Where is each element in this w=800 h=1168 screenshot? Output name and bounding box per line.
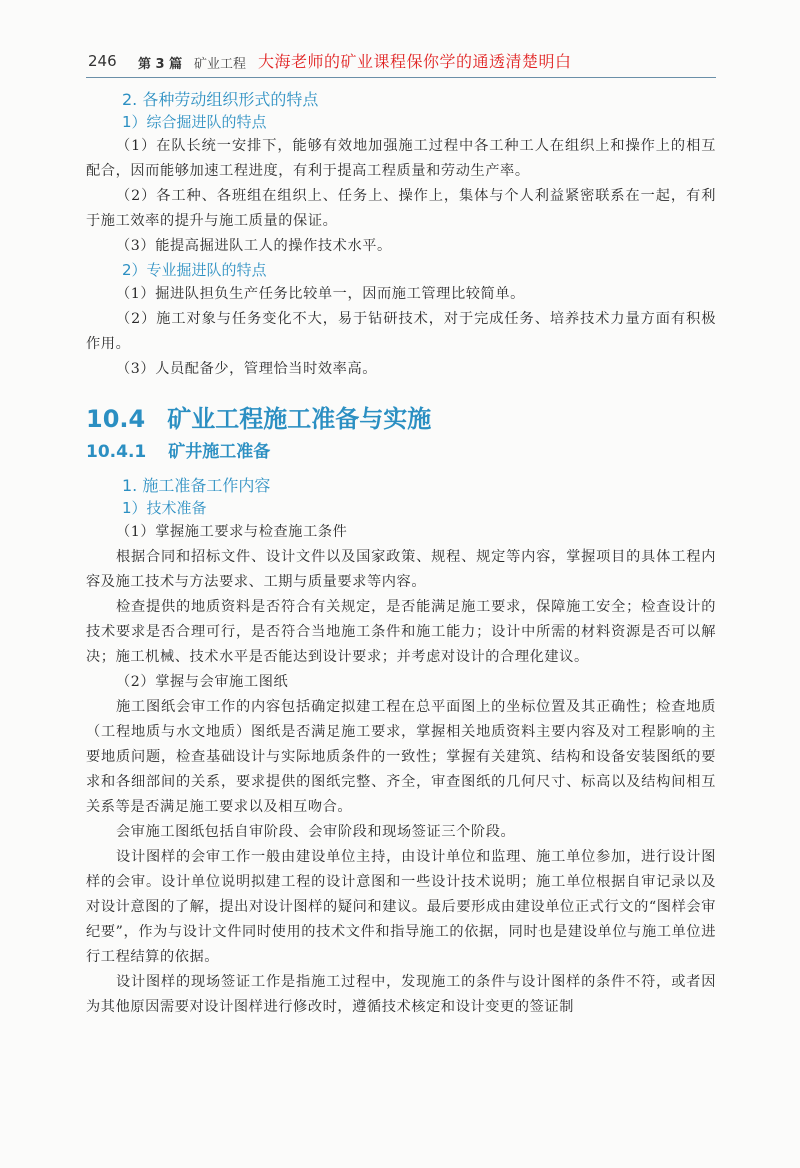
heading-preparation-content: 1. 施工准备工作内容	[122, 476, 271, 495]
part-label: 第 3 篇	[138, 57, 183, 72]
paragraph: 会审施工图纸包括自审阶段、会审阶段和现场签证三个阶段。	[116, 824, 516, 840]
chapter-title: 矿业工程	[194, 57, 247, 72]
paragraph: 根据合同和招标文件、设计文件以及国家政策、规程、规定等内容，掌握项目的具体工程内容及施工技术与方法要求、工期与质量要求等内容。	[86, 549, 716, 590]
watermark-text: 大海老师的矿业课程保你学的通透清楚明白	[258, 52, 572, 71]
heading-comprehensive-team: 1）综合掘进队的特点	[122, 113, 267, 131]
paragraph: 检查提供的地质资料是否符合有关规定，是否能满足施工要求，保障施工安全；检查设计的技术要求是否合理可行，是否符合当地施工条件和施工能力；设计中所需的材料资源是否可以解决；施工机械、技术水平是否能达到设计要求；并考虑对设计的合理化建议。	[86, 599, 716, 665]
section-number: 10.4.1	[86, 442, 147, 462]
chapter-number: 10.4	[86, 405, 146, 433]
running-header	[86, 50, 716, 76]
page-content	[86, 88, 716, 1020]
sub-heading: （1）掌握施工要求与检查施工条件	[116, 524, 348, 540]
paragraph: （3）能提高掘进队工人的操作技术水平。	[116, 238, 392, 254]
header-rule	[86, 77, 716, 78]
page-number: 246	[88, 52, 117, 70]
paragraph: （1）在队长统一安排下，能够有效地加强施工过程中各工种工人在组织上和操作上的相互配合，因而能够加速工程进度，有利于提高工程质量和劳动生产率。	[86, 138, 716, 179]
section-heading-text: 矿井施工准备	[168, 442, 271, 462]
paragraph: 设计图样的现场签证工作是指施工过程中，发现施工的条件与设计图样的条件不符，或者因为其他原因需要对设计图样进行修改时，遵循技术核定和设计变更的签证制	[86, 974, 716, 1015]
paragraph: （1）掘进队担负生产任务比较单一，因而施工管理比较简单。	[116, 286, 525, 302]
section-heading	[86, 438, 716, 466]
paragraph: 施工图纸会审工作的内容包括确定拟建工程在总平面图上的坐标位置及其正确性；检查地质（工程地质与水文地质）图纸是否满足施工要求，掌握相关地质资料主要内容及对工程影响的主要地质问题，检查基础设计与实际地质条件的一致性；掌握有关建筑、结构和设备安装图纸的要求和各细部间的关系，要求提供的图纸完整、齐全，审查图纸的几何尺寸、标高以及结构间相互关系等是否满足施工要求以及相互吻合。	[86, 699, 716, 815]
chapter-heading	[86, 402, 716, 436]
heading-labor-organization: 2. 各种劳动组织形式的特点	[122, 90, 319, 109]
paragraph: （2）施工对象与任务变化不大，易于钻研技术，对于完成任务、培养技术力量方面有积极作用。	[86, 311, 716, 352]
sub-heading: （2）掌握与会审施工图纸	[116, 674, 289, 690]
paragraph: （2）各工种、各班组在组织上、任务上、操作上，集体与个人利益紧密联系在一起，有利于施工效率的提升与施工质量的保证。	[86, 188, 716, 229]
paragraph: （3）人员配备少，管理恰当时效率高。	[116, 361, 378, 377]
heading-technical-preparation: 1）技术准备	[122, 499, 207, 517]
chapter-heading-text: 矿业工程施工准备与实施	[167, 405, 432, 433]
paragraph: 设计图样的会审工作一般由建设单位主持，由设计单位和监理、施工单位参加，进行设计图样的会审。设计单位说明拟建工程的设计意图和一些设计技术说明；施工单位根据自审记录以及对设计意图的了解，提出对设计图样的疑问和建议。最后要形成由建设单位正式行文的“图样会审纪要”，作为与设计文件同时使用的技术文件和指导施工的依据，同时也是建设单位与施工单位进行工程结算的依据。	[86, 849, 716, 965]
heading-specialized-team: 2）专业掘进队的特点	[122, 261, 267, 279]
